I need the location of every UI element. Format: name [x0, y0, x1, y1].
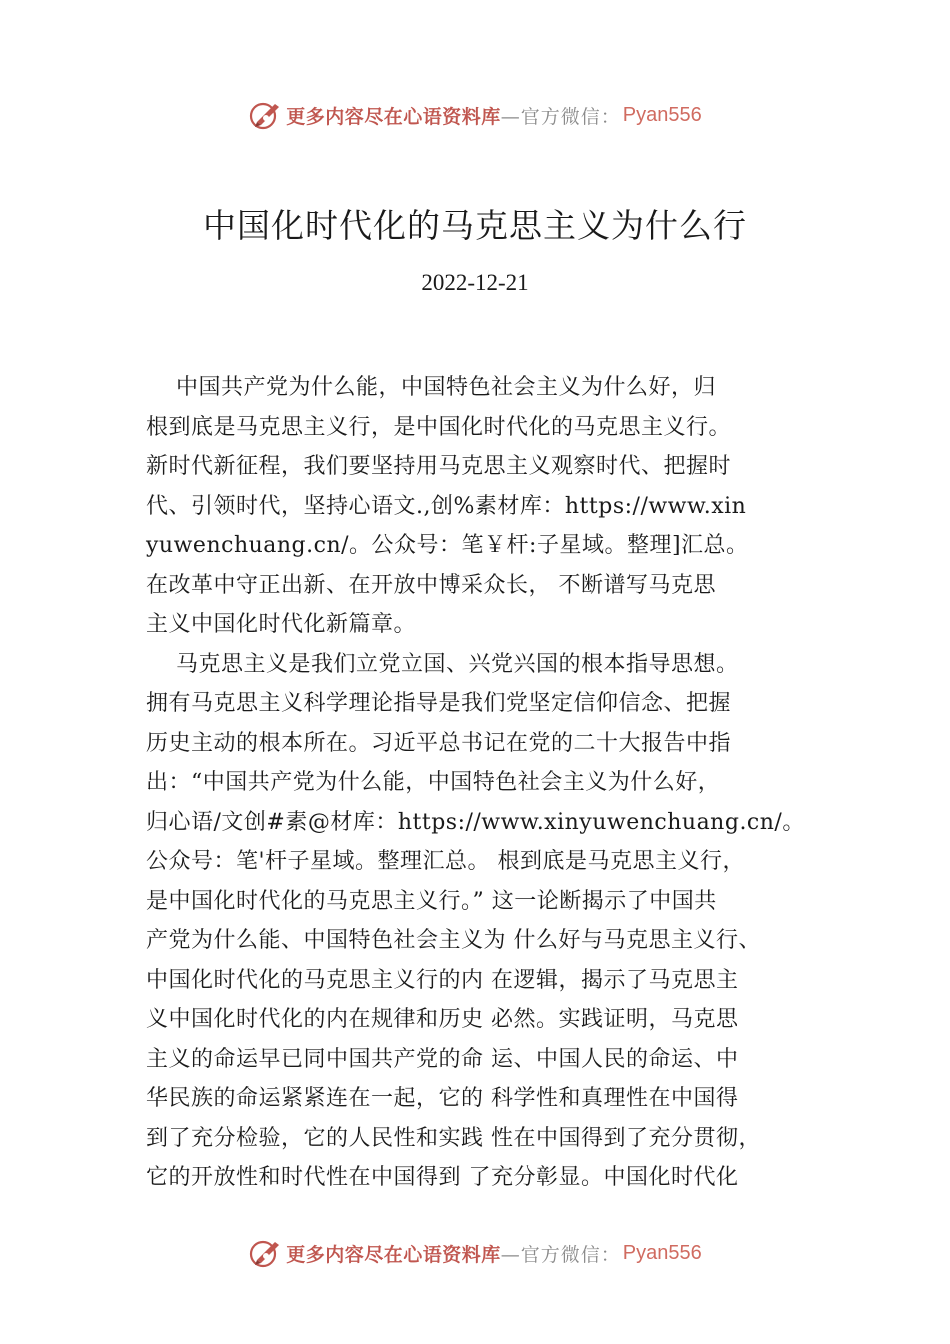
- banner-brand-text: 更多内容尽在心语资料库: [286, 1243, 501, 1266]
- text-line: 华民族的命运紧紧连在一起，它的 科学性和真理性在中国得: [146, 1086, 739, 1111]
- text-line: 历史主动的根本所在。习近平总书记在党的二十大报告中指: [146, 730, 732, 756]
- text-line: 归心语/文创#素@材库：https://www.xinyuwenchuang.cn/。: [146, 809, 805, 835]
- text-line: 公众号：笔'杆子星域。整理汇总。 根到底是马克思主义行，: [146, 849, 746, 874]
- text-line: 是中国化时代化的马克思主义行。” 这一论断揭示了中国共: [146, 888, 717, 914]
- banner-wechat-handle: Pyan556: [622, 1241, 702, 1264]
- text-line: 马克思主义是我们立党立国、兴党兴国的根本指导思想。: [146, 651, 739, 677]
- text-line: 拥有马克思主义科学理论指导是我们党坚定信仰信念、把握: [146, 691, 732, 716]
- text-line: yuwenchuang.cn/。公众号：笔￥杆:子星域。整理]汇总。: [146, 533, 749, 558]
- text-line: 义中国化时代化的内在规律和历史 必然。实践证明，马克思: [146, 1007, 739, 1032]
- banner-wechat-label: —官方微信：: [500, 105, 621, 128]
- text-line: 出：“中国共产党为什么能，中国特色社会主义为什么好，: [146, 770, 721, 795]
- header-banner: [0, 95, 950, 135]
- document-title: 中国化时代化的马克思主义为什么行: [203, 206, 747, 245]
- banner-wechat-label: —官方微信：: [500, 1243, 621, 1266]
- pen-logo-icon: [248, 1236, 282, 1270]
- text-line: 主义的命运早已同中国共产党的命 运、中国人民的命运、中: [146, 1046, 739, 1072]
- text-line: 新时代新征程，我们要坚持用马克思主义观察时代、把握时: [146, 454, 732, 479]
- banner-brand-text: 更多内容尽在心语资料库: [286, 105, 501, 128]
- banner-wechat-handle: Pyan556: [622, 103, 702, 126]
- text-line: 主义中国化时代化新篇章。: [146, 612, 417, 637]
- pen-logo-icon: [248, 98, 282, 132]
- text-line: 在改革中守正出新、在开放中博采众长， 不断谱写马克思: [146, 572, 716, 598]
- text-line: 中国共产党为什么能，中国特色社会主义为什么好，归: [146, 375, 716, 400]
- text-line: 代、引领时代，坚持心语文.,创%素材库：https://www.xin: [146, 493, 747, 519]
- document-body: [146, 368, 836, 1198]
- document-date: 2022-12-21: [421, 270, 529, 295]
- footer-banner: [0, 1233, 950, 1273]
- text-line: 中国化时代化的马克思主义行的内 在逻辑，揭示了马克思主: [146, 967, 739, 993]
- text-line: 根到底是马克思主义行，是中国化时代化的马克思主义行。: [146, 414, 732, 440]
- text-line: 产党为什么能、中国特色社会主义为 什么好与马克思主义行、: [146, 928, 761, 953]
- text-line: 到了充分检验，它的人民性和实践 性在中国得到了充分贯彻，: [146, 1125, 761, 1151]
- text-line: 它的开放性和时代性在中国得到 了充分彰显。中国化时代化: [146, 1165, 739, 1190]
